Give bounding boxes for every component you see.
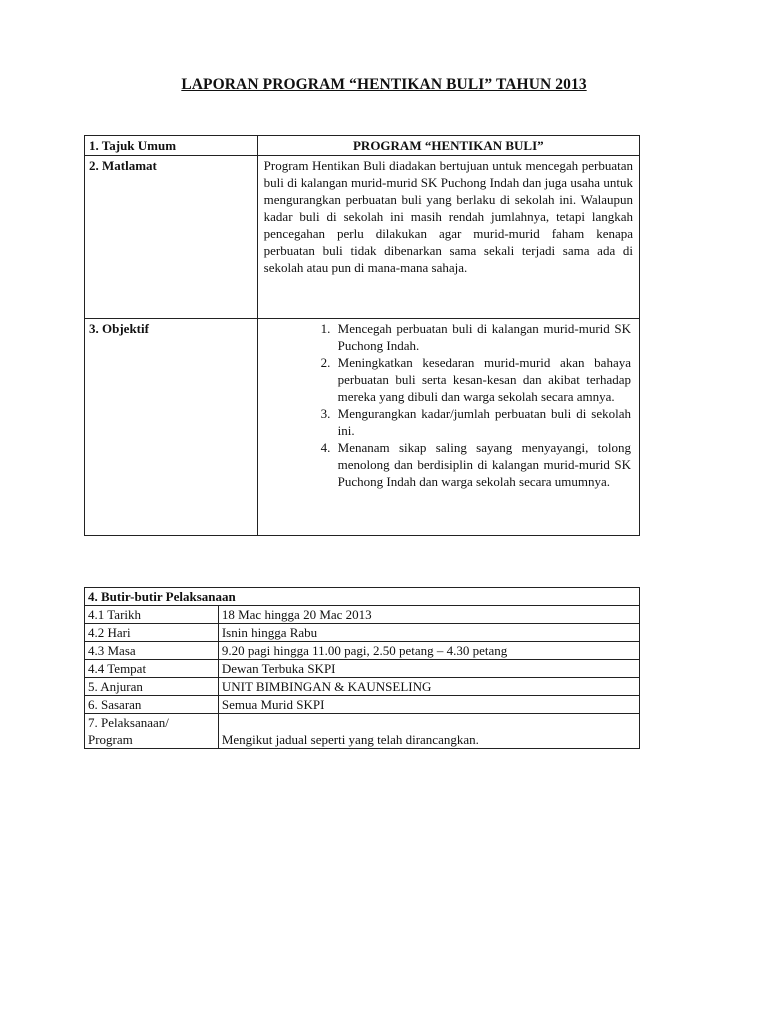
detail-label: 5. Anjuran [85,678,219,696]
detail-value: Dewan Terbuka SKPI [218,660,639,678]
table-row [85,660,640,678]
list-item: 3. Mengurangkan kadar/jumlah perbuatan buli di sekolah ini. [334,405,631,439]
pelaksanaan-value: Mengikut jadual seperti yang telah dirancangkan. [218,714,639,749]
detail-value: 18 Mac hingga 20 Mac 2013 [218,606,639,624]
program-summary-table [84,135,640,536]
list-item: 2. Meningkatkan kesedaran murid-murid akan bahaya perbuatan buli serta kesan-kesan dan akibat terhadap mereka yang dibuli dan warga sekolah secara amnya. [334,354,631,405]
pelaksanaan-label [85,714,219,749]
table-row [85,319,640,536]
table-row [85,714,640,749]
matlamat-label: 2. Matlamat [85,156,258,319]
page-title: LAPORAN PROGRAM “HENTIKAN BULI” TAHUN 2013 [181,76,587,93]
detail-value: UNIT BIMBINGAN & KAUNSELING [218,678,639,696]
detail-value: Isnin hingga Rabu [218,624,639,642]
table-row [85,156,640,319]
tajuk-umum-value: PROGRAM “HENTIKAN BULI” [257,136,639,156]
detail-label: 4.2 Hari [85,624,219,642]
details-heading: 4. Butir-butir Pelaksanaan [85,588,640,606]
table-row [85,606,640,624]
detail-value: Semua Murid SKPI [218,696,639,714]
table-row [85,696,640,714]
tajuk-umum-label: 1. Tajuk Umum [85,136,258,156]
pelaksanaan-label-line2: Program [88,732,133,747]
detail-label: 4.3 Masa [85,642,219,660]
matlamat-value: Program Hentikan Buli diadakan bertujuan untuk mencegah perbuatan buli di kalangan murid-murid SK Puchong Indah dan juga usaha untuk mengurangkan perbuatan buli yang berlaku di sekolah ini. Walaupun kadar buli di sekolah ini masih rendah jumlahnya, tetapi langkah pencegahan perlu dilakukan agar murid-murid faham kenapa perbuatan buli tidak dibenarkan sama sekali terjadi sama ada di sekolah atau pun di mana-mana sahaja. [257,156,639,319]
list-item: 1. Mencegah perbuatan buli di kalangan murid-murid SK Puchong Indah. [334,320,631,354]
detail-label: 6. Sasaran [85,696,219,714]
detail-label: 4.1 Tarikh [85,606,219,624]
detail-value: 9.20 pagi hingga 11.00 pagi, 2.50 petang – 4.30 petang [218,642,639,660]
table-row [85,642,640,660]
objektif-label: 3. Objektif [85,319,258,536]
table-row [85,136,640,156]
table-row [85,624,640,642]
table-row [85,588,640,606]
list-item: 4. Menanam sikap saling sayang menyayangi, tolong menolong dan berdisiplin di kalangan murid-murid SK Puchong Indah dan warga sekolah secara umumnya. [334,439,631,490]
implementation-details-table [84,587,640,749]
table-row [85,678,640,696]
detail-label: 4.4 Tempat [85,660,219,678]
pelaksanaan-label-line1: 7. Pelaksanaan/ [88,715,169,730]
objektif-value [257,319,639,536]
objectives-list [262,320,635,490]
